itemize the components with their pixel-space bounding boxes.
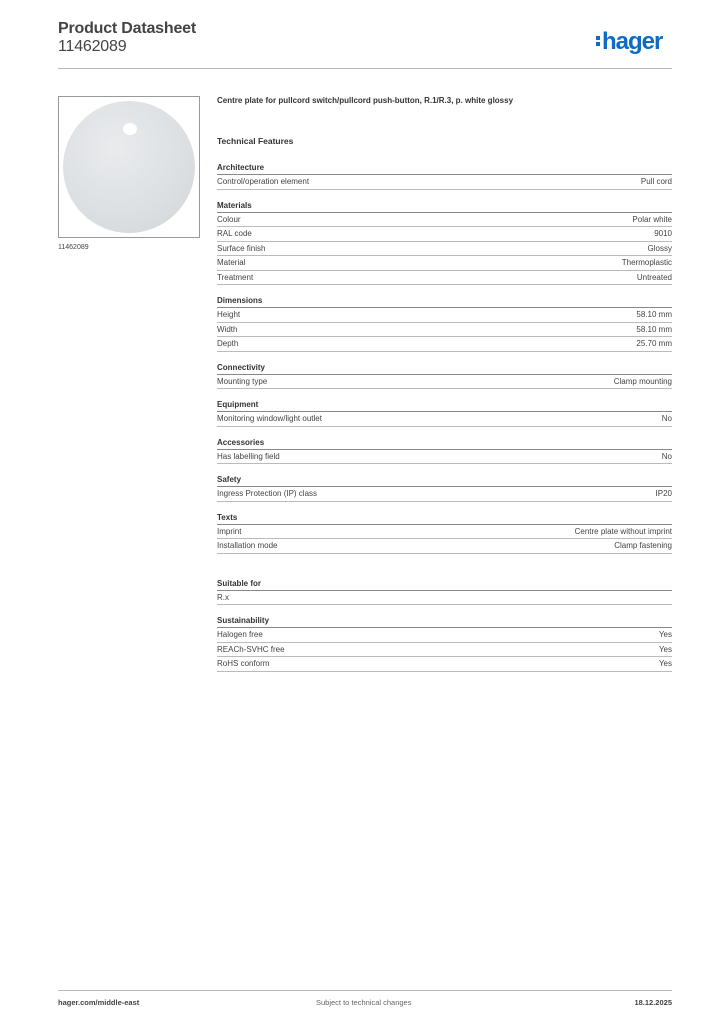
spec-value: Pull cord xyxy=(640,177,672,186)
footer-notice: Subject to technical changes xyxy=(316,998,412,1007)
section-title: Dimensions xyxy=(217,295,672,308)
spec-label: R.x xyxy=(217,592,229,602)
spec-value: 9010 xyxy=(654,229,672,238)
spec-row xyxy=(217,657,672,672)
section-connectivity xyxy=(217,362,672,390)
spec-label: Treatment xyxy=(217,272,254,282)
spec-row xyxy=(217,643,672,658)
spec-label: Height xyxy=(217,310,241,319)
spec-label: Material xyxy=(217,258,246,267)
spec-row xyxy=(217,242,672,257)
section-title: Suitable for xyxy=(217,578,672,591)
spec-row xyxy=(217,628,672,643)
spec-value: Clamp mounting xyxy=(613,376,672,386)
spec-row xyxy=(217,213,672,228)
spec-label: REACh-SVHC free xyxy=(217,644,285,654)
spec-row xyxy=(217,271,672,286)
footer-divider xyxy=(58,990,672,991)
spec-value: IP20 xyxy=(655,489,672,498)
spec-row xyxy=(217,323,672,338)
spec-label: RAL code xyxy=(217,229,252,238)
logo-dots-icon xyxy=(596,34,600,48)
pullcord-hole xyxy=(123,123,137,135)
product-image-caption: 11462089 xyxy=(58,244,89,251)
footer-date: 18.12.2025 xyxy=(634,998,672,1007)
section-title: Accessories xyxy=(217,437,672,450)
header-product-number: 11462089 xyxy=(58,38,127,55)
spec-label: Surface finish xyxy=(217,243,266,253)
spec-label: Has labelling field xyxy=(217,451,280,461)
spec-value: No xyxy=(661,451,672,461)
centre-plate-disc xyxy=(63,101,195,233)
product-image xyxy=(58,96,200,238)
spec-value: Centre plate without imprint xyxy=(574,526,672,536)
section-dimensions xyxy=(217,295,672,352)
spec-label: Width xyxy=(217,324,238,334)
section-materials xyxy=(217,200,672,286)
spec-row xyxy=(217,412,672,427)
section-safety xyxy=(217,474,672,502)
spec-row xyxy=(217,591,672,606)
spec-row xyxy=(217,450,672,465)
hager-logo xyxy=(596,28,662,56)
section-title: Architecture xyxy=(217,162,672,175)
spec-value: 58.10 mm xyxy=(636,324,672,334)
logo-text: hager xyxy=(602,28,663,55)
section-accessories xyxy=(217,437,672,465)
spec-row xyxy=(217,175,672,190)
spec-value: 25.70 mm xyxy=(636,339,672,348)
section-title: Equipment xyxy=(217,399,672,412)
spec-label: Depth xyxy=(217,339,239,348)
spec-label: Monitoring window/light outlet xyxy=(217,414,322,423)
spec-value: Yes xyxy=(658,630,672,639)
spec-row xyxy=(217,256,672,271)
product-description: Centre plate for pullcord switch/pullcord push-button, R.1/R.3, p. white glossy xyxy=(217,96,514,105)
spec-row xyxy=(217,308,672,323)
spec-value: Yes xyxy=(658,659,672,668)
spec-value: Polar white xyxy=(632,214,672,224)
footer-website-link[interactable]: hager.com/middle-east xyxy=(58,998,140,1007)
header-title: Product Datasheet xyxy=(58,20,196,37)
section-suitable-for xyxy=(217,578,672,606)
spec-row xyxy=(217,227,672,242)
spec-value: Clamp fastening xyxy=(614,541,672,550)
spec-value: Thermoplastic xyxy=(621,258,672,267)
spec-label: RoHS conform xyxy=(217,659,270,668)
spec-value: Glossy xyxy=(647,243,672,253)
spec-value: 58.10 mm xyxy=(636,310,672,319)
spec-value: Untreated xyxy=(636,272,672,282)
section-title: Sustainability xyxy=(217,615,672,628)
spec-row xyxy=(217,487,672,502)
spec-label: Installation mode xyxy=(217,541,278,550)
section-equipment xyxy=(217,399,672,427)
spec-row xyxy=(217,375,672,390)
spec-row xyxy=(217,337,672,352)
spec-label: Halogen free xyxy=(217,630,263,639)
technical-features-heading: Technical Features xyxy=(217,136,294,146)
spec-label: Imprint xyxy=(217,526,242,536)
section-title: Safety xyxy=(217,474,672,487)
section-title: Materials xyxy=(217,200,672,213)
section-sustainability xyxy=(217,615,672,672)
section-title: Texts xyxy=(217,512,672,525)
spec-label: Ingress Protection (IP) class xyxy=(217,489,318,498)
spec-label: Mounting type xyxy=(217,376,268,386)
spec-label: Colour xyxy=(217,214,241,224)
section-title: Connectivity xyxy=(217,362,672,375)
spec-value: No xyxy=(661,414,672,423)
section-architecture xyxy=(217,162,672,190)
spec-row xyxy=(217,525,672,540)
spec-row xyxy=(217,539,672,554)
spec-label: Control/operation element xyxy=(217,177,310,186)
section-texts xyxy=(217,512,672,554)
datasheet-content xyxy=(217,96,672,682)
header-divider xyxy=(58,68,672,69)
spec-value: Yes xyxy=(658,644,672,654)
